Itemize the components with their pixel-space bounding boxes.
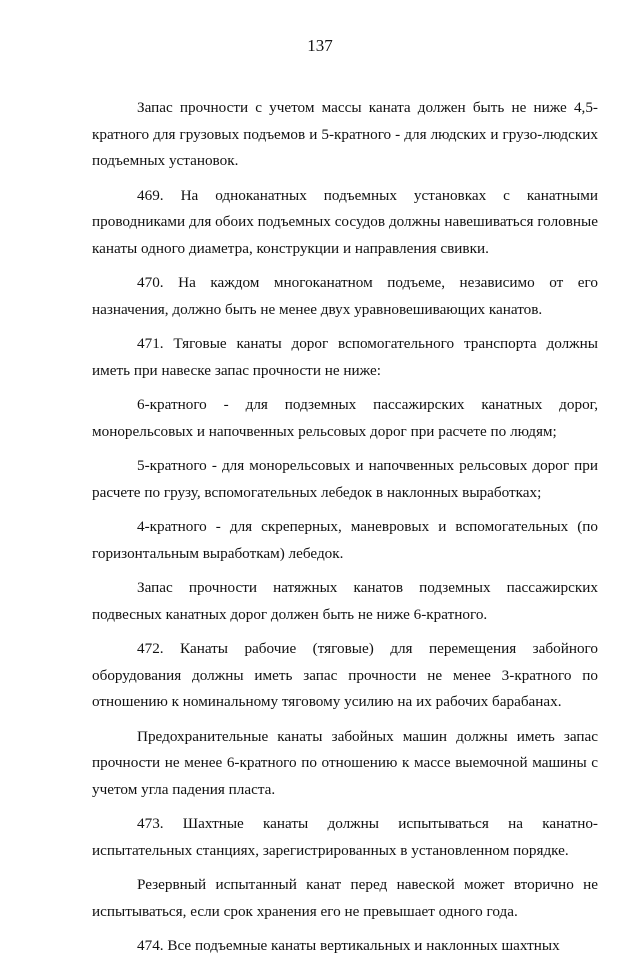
paragraph: Резервный испытанный канат перед навеской может вторично не испытываться, если срок хранения его не превышает одного года. (92, 876, 598, 920)
paragraph: Запас прочности натяжных канатов подземных пассажирских подвесных канатных дорог должен быть не ниже 6-кратного. (92, 579, 598, 623)
paragraph: Предохранительные канаты забойных машин должны иметь запас прочности не менее 6-кратного по отношению к массе выемочной машины с учетом угла падения пласта. (92, 727, 598, 798)
paragraph-469: 469. На одноканатных подъемных установках с канатными проводниками для обоих подъемных сосудов должны навешиваться головные канаты одного диаметра, конструкции и направления свивки. (92, 186, 598, 257)
paragraph-473: 473. Шахтные канаты должны испытываться на канатно-испытательных станциях, зарегистрированных в установленном порядке. (92, 815, 598, 859)
paragraph-472: 472. Канаты рабочие (тяговые) для перемещения забойного оборудования должны иметь запас прочности не менее 3-кратного по отношению к номинальному тяговому усилию на их рабочих барабанах. (92, 640, 598, 710)
paragraph-471: 471. Тяговые канаты дорог вспомогательного транспорта должны иметь при навеске запас прочности не ниже: (92, 335, 598, 379)
page-number: 137 (307, 36, 333, 55)
paragraph: 5-кратного - для монорельсовых и напочвенных рельсовых дорог при расчете по грузу, вспомогательных лебедок в наклонных выработках; (92, 457, 598, 501)
paragraph: 4-кратного - для скреперных, маневровых и вспомогательных (по горизонтальным выработкам) лебедок. (92, 518, 598, 562)
paragraph: Запас прочности с учетом массы каната должен быть не ниже 4,5-кратного для грузовых подъемов и 5-кратного - для людских и грузо-людских подъемных установок. (92, 99, 598, 169)
paragraph-474: 474. Все подъемные канаты вертикальных и наклонных шахтных (137, 937, 560, 954)
document-body (92, 95, 598, 968)
paragraph-470: 470. На каждом многоканатном подъеме, независимо от его назначения, должно быть не менее двух уравновешивающих канатов. (92, 274, 598, 318)
paragraph: 6-кратного - для подземных пассажирских канатных дорог, монорельсовых и напочвенных рельсовых дорог при расчете по людям; (92, 396, 598, 440)
